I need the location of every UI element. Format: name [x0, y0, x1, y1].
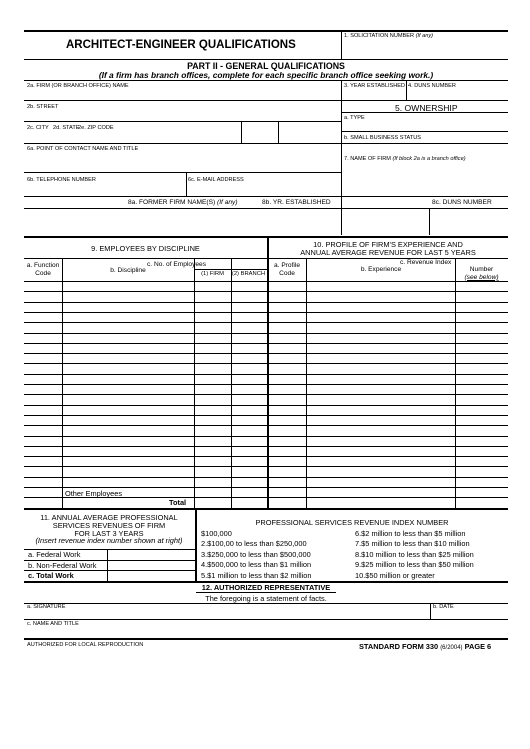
emp-branch-cell[interactable]	[232, 385, 266, 394]
emp-firm-cell[interactable]	[195, 416, 230, 425]
emp-branch-cell[interactable]	[232, 323, 266, 332]
emp-function-cell[interactable]	[25, 437, 62, 446]
profile-code-cell[interactable]	[269, 488, 305, 497]
federal-work-label: a. Federal Work	[28, 550, 81, 559]
former-name-label: 8a. FORMER FIRM NAME(S) (If any)	[128, 199, 238, 206]
state-label: 2d. STATE	[53, 125, 80, 131]
emp-discipline-cell[interactable]	[63, 282, 193, 291]
emp-discipline-cell[interactable]	[63, 447, 193, 456]
emp-function-cell[interactable]	[25, 364, 62, 373]
emp-branch-cell[interactable]	[232, 447, 266, 456]
emp-firm-cell[interactable]	[195, 282, 230, 291]
profile-code-cell[interactable]	[269, 437, 305, 446]
profile-experience-cell[interactable]	[307, 334, 454, 343]
emp-discipline-cell[interactable]	[63, 344, 193, 353]
emp-firm-cell[interactable]	[195, 457, 230, 466]
solicitation-label: 1. SOLICITATION NUMBER (If any)	[344, 33, 434, 39]
emp-branch-cell[interactable]	[232, 426, 266, 435]
profile-number-cell[interactable]	[456, 364, 508, 373]
profile-number-cell[interactable]	[456, 426, 508, 435]
emp-function-cell[interactable]	[25, 334, 62, 343]
profile-experience-cell[interactable]	[307, 282, 454, 291]
profile-number-cell[interactable]	[456, 488, 508, 497]
revenue-index-item-left-2: 2.$100,00 to less than $250,000	[201, 539, 307, 549]
emp-branch-cell[interactable]	[232, 488, 266, 497]
profile-number-cell[interactable]	[456, 406, 508, 415]
profile-experience-cell[interactable]	[307, 344, 454, 353]
profile-code-cell[interactable]	[269, 364, 305, 373]
emp-function-cell[interactable]	[25, 303, 62, 312]
profile-experience-cell[interactable]	[307, 406, 454, 415]
emp-function-cell[interactable]	[25, 385, 62, 394]
street-label: 2b. STREET	[27, 104, 59, 110]
profile-experience-cell[interactable]	[307, 323, 454, 332]
date-label: b. DATE	[433, 604, 454, 610]
profile-number-cell[interactable]	[456, 478, 508, 487]
emp-firm-cell[interactable]	[195, 354, 230, 363]
date-field[interactable]	[431, 610, 508, 619]
profile-code-cell[interactable]	[269, 426, 305, 435]
emp-function-cell[interactable]	[25, 467, 62, 476]
col-no-employees-header: c. No. of Employees	[147, 261, 207, 268]
col-experience-header: b. Experience	[360, 266, 402, 273]
signature-label: a. SIGNATURE	[27, 604, 66, 610]
emp-firm-cell[interactable]	[195, 426, 230, 435]
emp-branch-cell[interactable]	[232, 334, 266, 343]
total-work-field[interactable]	[108, 571, 194, 580]
col-discipline-header: b. Discipline	[110, 267, 146, 274]
revenue-index-item-right-4: 9.$25 million to less than $50 million	[355, 560, 474, 570]
emp-function-cell[interactable]	[25, 457, 62, 466]
col-profile-header: a. Profile Code	[273, 262, 301, 277]
emp-function-cell[interactable]	[25, 323, 62, 332]
profile-number-cell[interactable]	[456, 354, 508, 363]
emp-branch-cell[interactable]	[232, 498, 266, 507]
emp-function-cell[interactable]	[25, 282, 62, 291]
profile-code-cell[interactable]	[269, 375, 305, 384]
emp-function-cell[interactable]	[25, 292, 62, 301]
part-title: PART II - GENERAL QUALIFICATIONS	[187, 61, 345, 71]
emp-branch-cell[interactable]	[232, 364, 266, 373]
revenue-index-item-left-4: 4.$500,000 to less than $1 million	[201, 560, 312, 570]
profile-number-cell[interactable]	[456, 323, 508, 332]
poc-label: 6a. POINT OF CONTACT NAME AND TITLE	[27, 146, 139, 152]
firm-name-field[interactable]	[25, 90, 340, 99]
profile-experience-cell[interactable]	[307, 292, 454, 301]
total-work-label: c. Total Work	[28, 571, 74, 580]
section-9-top	[24, 236, 508, 238]
profile-code-cell[interactable]	[269, 385, 305, 394]
firm-name-label: 2a. FIRM (OR BRANCH OFFICE) NAME	[27, 83, 129, 89]
emp-discipline-cell[interactable]	[63, 303, 193, 312]
profile-experience-cell[interactable]	[307, 354, 454, 363]
profile-experience-cell[interactable]	[307, 416, 454, 425]
revenue-index-item-right-2: 7.$5 million to less than $10 million	[355, 539, 470, 549]
emp-branch-cell[interactable]	[232, 406, 266, 415]
profile-experience-cell[interactable]	[307, 457, 454, 466]
form-title: ARCHITECT-ENGINEER QUALIFICATIONS	[66, 39, 296, 51]
emp-branch-cell[interactable]	[232, 292, 266, 301]
employees-title: 9. EMPLOYEES BY DISCIPLINE	[91, 244, 200, 253]
col-function-header: a. Function Code	[26, 262, 60, 277]
emp-discipline-cell[interactable]	[63, 354, 193, 363]
col-firm-header: (1) FIRM	[201, 271, 224, 277]
profile-experience-cell[interactable]	[307, 488, 454, 497]
part-bottom-line	[24, 80, 508, 81]
col-branch-header: (2) BRANCH	[231, 271, 266, 277]
profile-code-cell[interactable]	[269, 406, 305, 415]
emp-discipline-cell[interactable]	[63, 334, 193, 343]
emp-firm-cell[interactable]	[195, 395, 230, 404]
emp-function-cell[interactable]	[25, 354, 62, 363]
emp-discipline-cell[interactable]	[63, 478, 193, 487]
profile-code-cell[interactable]	[269, 282, 305, 291]
emp-function-cell[interactable]	[25, 375, 62, 384]
emp-discipline-cell[interactable]	[63, 457, 193, 466]
emp-discipline-cell[interactable]	[63, 426, 193, 435]
line-ownership	[341, 112, 508, 113]
solicitation-number-field[interactable]	[342, 41, 508, 58]
revenue-index-title: PROFESSIONAL SERVICES REVENUE INDEX NUMBER	[255, 518, 449, 527]
profile-code-cell[interactable]	[269, 303, 305, 312]
state-field[interactable]	[242, 131, 277, 142]
telephone-label: 6b. TELEPHONE NUMBER	[27, 177, 96, 183]
emp-firm-cell[interactable]	[195, 364, 230, 373]
duns-8c-label: 8c. DUNS NUMBER	[432, 199, 492, 206]
profile-title-2: ANNUAL AVERAGE REVENUE FOR LAST 5 YEARS	[300, 248, 476, 257]
emp-firm-cell[interactable]	[195, 334, 230, 343]
profile-code-cell[interactable]	[269, 323, 305, 332]
emp-discipline-cell[interactable]	[63, 406, 193, 415]
emp-discipline-cell[interactable]	[63, 375, 193, 384]
emp-firm-cell[interactable]	[195, 478, 230, 487]
emp-branch-cell[interactable]	[232, 478, 266, 487]
line-6b	[24, 196, 508, 197]
header-bottom-line	[24, 59, 508, 60]
line-2b	[24, 121, 341, 122]
section-9-bottom	[24, 508, 508, 510]
emp-discipline-cell[interactable]	[63, 395, 193, 404]
emp-function-cell[interactable]	[25, 426, 62, 435]
revenue-index-item-left-1: $100,000	[201, 529, 232, 538]
profile-number-cell[interactable]	[456, 344, 508, 353]
ownership-title: 5. OWNERSHIP	[395, 103, 458, 113]
profile-number-cell[interactable]	[456, 292, 508, 301]
col-number-header: Number (see below)	[464, 266, 499, 281]
profile-number-cell[interactable]	[456, 282, 508, 291]
email-field[interactable]	[187, 184, 340, 195]
profile-number-cell[interactable]	[456, 447, 508, 456]
emp-function-cell[interactable]	[25, 344, 62, 353]
authorized-title-line	[196, 592, 336, 593]
emp-firm-cell[interactable]	[195, 344, 230, 353]
email-label: 6c. E-MAIL ADDRESS	[188, 177, 244, 183]
revenue-index-item-right-3: 8.$10 million to less than $25 million	[355, 549, 474, 559]
emp-branch-cell[interactable]	[232, 375, 266, 384]
non-federal-work-field[interactable]	[108, 561, 194, 570]
emp-function-cell[interactable]	[25, 406, 62, 415]
emp-discipline-cell[interactable]	[63, 323, 193, 332]
emp-discipline-cell[interactable]	[63, 313, 193, 322]
emp-firm-cell[interactable]	[195, 375, 230, 384]
profile-code-cell[interactable]	[269, 334, 305, 343]
emp-firm-cell[interactable]	[195, 467, 230, 476]
emp-discipline-cell[interactable]	[63, 385, 193, 394]
emp-branch-cell[interactable]	[232, 303, 266, 312]
profile-number-cell[interactable]	[456, 498, 508, 507]
col-revenue-header: c. Revenue Index	[400, 259, 452, 266]
emp-function-cell[interactable]	[25, 395, 62, 404]
duns-number-label: 4. DUNS NUMBER	[408, 83, 456, 89]
authorized-subtitle: The foregoing is a statement of facts.	[205, 594, 327, 603]
profile-number-cell[interactable]	[456, 467, 508, 476]
emp-branch-cell[interactable]	[232, 354, 266, 363]
profile-code-cell[interactable]	[269, 292, 305, 301]
zip-field[interactable]	[279, 131, 340, 142]
year-duns-divider	[406, 80, 407, 100]
profile-experience-cell[interactable]	[307, 426, 454, 435]
profile-number-cell[interactable]	[456, 334, 508, 343]
emp-function-cell[interactable]	[25, 313, 62, 322]
profile-code-cell[interactable]	[269, 344, 305, 353]
emp-function-cell[interactable]	[25, 498, 62, 507]
duns-8c-field[interactable]	[430, 209, 508, 234]
total-label: Total	[169, 498, 187, 507]
profile-number-cell[interactable]	[456, 313, 508, 322]
revenue-index-item-left-5: 5.$1 million to less than $2 million	[201, 570, 312, 580]
federal-work-field[interactable]	[108, 550, 194, 559]
city-label: 2c. CITY	[27, 125, 49, 131]
profile-experience-cell[interactable]	[307, 478, 454, 487]
emp-firm-cell[interactable]	[195, 323, 230, 332]
profile-number-cell[interactable]	[456, 303, 508, 312]
emp-firm-cell[interactable]	[195, 313, 230, 322]
profile-code-cell[interactable]	[269, 457, 305, 466]
line-ownership-2	[341, 131, 508, 132]
emp-firm-cell[interactable]	[195, 292, 230, 301]
yr-established-8b-field[interactable]	[342, 209, 428, 234]
non-federal-work-label: b. Non-Federal Work	[28, 561, 97, 570]
revenues-title: 11. ANNUAL AVERAGE PROFESSIONAL SERVICES REVENUES OF FIRM FOR LAST 3 YEARS (Insert revenue index number shown at right)	[35, 513, 183, 546]
year-established-label: 3. YEAR ESTABLISHED	[344, 83, 406, 89]
profile-experience-cell[interactable]	[307, 313, 454, 322]
profile-code-cell[interactable]	[269, 478, 305, 487]
profile-title-1: 10. PROFILE OF FIRM'S EXPERIENCE AND	[313, 240, 463, 249]
profile-code-cell[interactable]	[269, 498, 305, 507]
profile-number-cell[interactable]	[456, 395, 508, 404]
profile-number-cell[interactable]	[456, 416, 508, 425]
form-bottom-border	[24, 638, 508, 640]
emp-branch-cell[interactable]	[232, 282, 266, 291]
authorized-title: 12. AUTHORIZED REPRESENTATIVE	[201, 583, 331, 592]
profile-code-cell[interactable]	[269, 354, 305, 363]
profile-experience-cell[interactable]	[307, 375, 454, 384]
former-name-field[interactable]	[25, 209, 340, 234]
emp-discipline-cell[interactable]	[63, 437, 193, 446]
profile-number-cell[interactable]	[456, 375, 508, 384]
profile-experience-cell[interactable]	[307, 395, 454, 404]
emp-branch-cell[interactable]	[232, 395, 266, 404]
emp-firm-cell[interactable]	[195, 437, 230, 446]
part-subtitle: (If a firm has branch offices, complete for each specific branch office seeking work.)	[98, 70, 434, 80]
line-6a	[24, 172, 341, 173]
profile-code-cell[interactable]	[269, 467, 305, 476]
revenue-index-item-left-3: 3.$250,000 to less than $500,000	[201, 549, 311, 559]
emp-branch-cell[interactable]	[232, 313, 266, 322]
line-2a	[24, 100, 508, 101]
emp-firm-cell[interactable]	[195, 406, 230, 415]
emp-function-cell[interactable]	[25, 488, 62, 497]
revenue-index-item-right-5: 10.$50 million or greater	[355, 570, 435, 580]
poc-field[interactable]	[25, 153, 340, 171]
name-title-field[interactable]	[25, 628, 508, 638]
profile-experience-cell[interactable]	[307, 364, 454, 373]
emp-discipline-cell[interactable]	[63, 364, 193, 373]
emp-firm-cell[interactable]	[195, 498, 230, 507]
street-field[interactable]	[25, 110, 340, 120]
other-employees-label: Other Employees	[65, 489, 123, 498]
emp-function-cell[interactable]	[25, 447, 62, 456]
telephone-field[interactable]	[25, 184, 185, 195]
profile-experience-cell[interactable]	[307, 447, 454, 456]
emp-branch-cell[interactable]	[232, 416, 266, 425]
emp-branch-cell[interactable]	[232, 344, 266, 353]
profile-code-cell[interactable]	[269, 395, 305, 404]
form-top-border	[24, 30, 508, 32]
emp-function-cell[interactable]	[25, 478, 62, 487]
line-2c	[24, 143, 508, 144]
profile-experience-cell[interactable]	[307, 385, 454, 394]
signature-field[interactable]	[25, 610, 429, 619]
ownership-type-label: a. TYPE	[344, 115, 365, 121]
profile-experience-cell[interactable]	[307, 498, 454, 507]
emp-firm-cell[interactable]	[195, 488, 230, 497]
emp-discipline-cell[interactable]	[63, 292, 193, 301]
profile-experience-cell[interactable]	[307, 437, 454, 446]
emp-discipline-cell[interactable]	[63, 416, 193, 425]
emp-firm-cell[interactable]	[195, 447, 230, 456]
name-title-label: c. NAME AND TITLE	[27, 621, 79, 627]
city-field[interactable]	[25, 131, 240, 142]
profile-code-cell[interactable]	[269, 313, 305, 322]
profile-experience-cell[interactable]	[307, 467, 454, 476]
profile-experience-cell[interactable]	[307, 303, 454, 312]
revenue-index-item-right-1: 6.$2 million to less than $5 million	[355, 529, 466, 538]
footer-form-id: STANDARD FORM 330 (6/2004) PAGE 6	[359, 642, 492, 651]
small-business-label: b. SMALL BUSINESS STATUS	[344, 135, 421, 141]
emp-function-cell[interactable]	[25, 416, 62, 425]
profile-code-cell[interactable]	[269, 447, 305, 456]
signature-bottom-line	[24, 619, 508, 620]
profile-number-cell[interactable]	[456, 437, 508, 446]
yr-established-8b-label: 8b. YR. ESTABLISHED	[262, 199, 331, 206]
emp-firm-cell[interactable]	[195, 385, 230, 394]
name-of-firm-field[interactable]	[342, 163, 508, 195]
profile-number-cell[interactable]	[456, 385, 508, 394]
emp-branch-cell[interactable]	[232, 437, 266, 446]
footer-authorized-text: AUTHORIZED FOR LOCAL REPRODUCTION	[27, 642, 144, 648]
name-of-firm-label: 7. NAME OF FIRM (If block 2a is a branch office)	[344, 156, 466, 162]
profile-code-cell[interactable]	[269, 416, 305, 425]
profile-number-cell[interactable]	[456, 457, 508, 466]
emp-branch-cell[interactable]	[232, 457, 266, 466]
emp-discipline-cell[interactable]	[63, 467, 193, 476]
zip-label: 2e. ZIP CODE	[78, 125, 114, 131]
emp-branch-cell[interactable]	[232, 467, 266, 476]
emp-firm-cell[interactable]	[195, 303, 230, 312]
